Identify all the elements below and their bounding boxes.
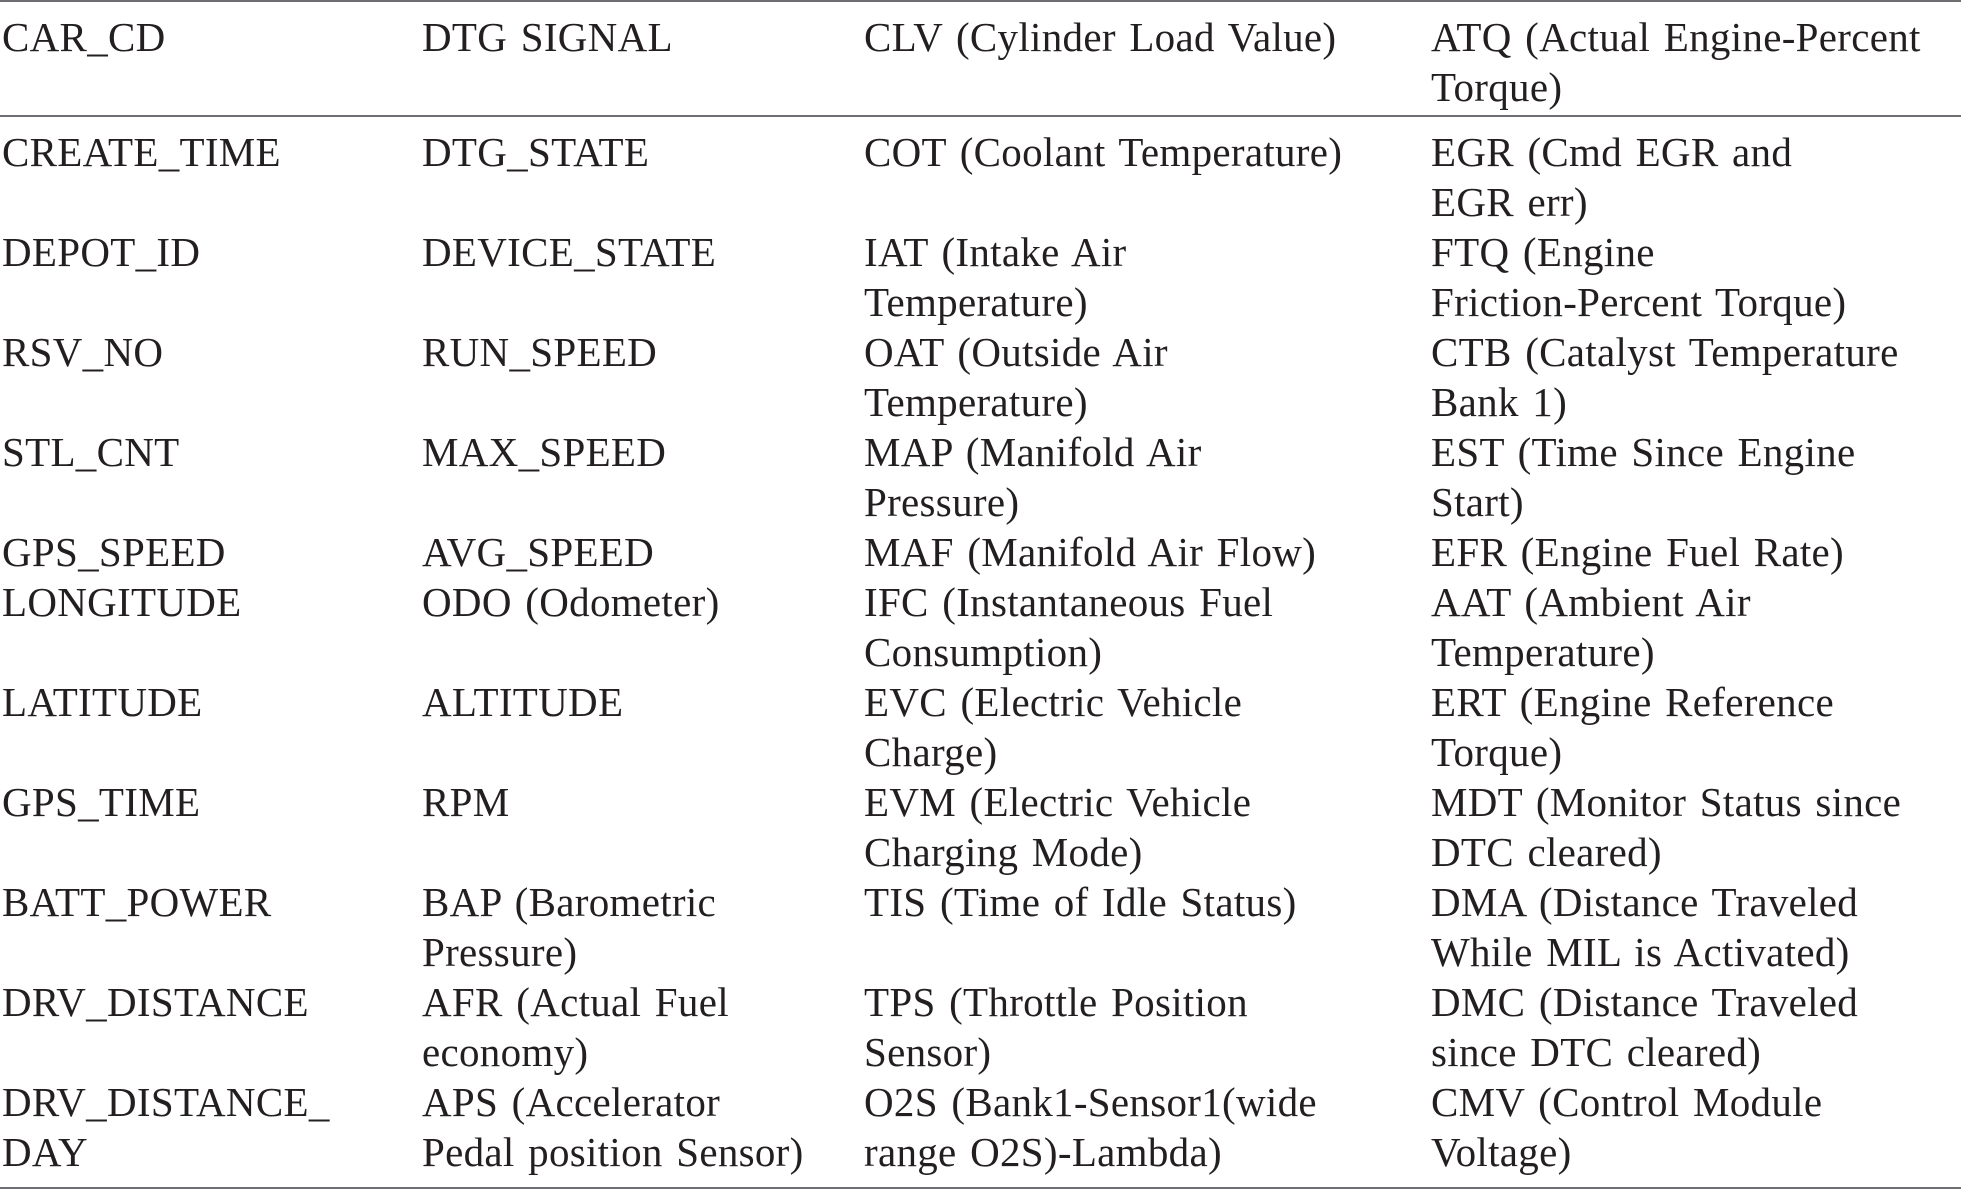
table-cell: BATT_POWER xyxy=(2,879,272,925)
table-cell: TPS (Throttle Position Sensor) xyxy=(864,979,1248,1075)
table-cell: COT (Coolant Temperature) xyxy=(864,129,1343,175)
header-cell: DTG SIGNAL xyxy=(422,14,673,60)
table-cell: APS (Accelerator Pedal position Sensor) xyxy=(422,1079,804,1175)
table-cell: MAF (Manifold Air Flow) xyxy=(864,529,1317,575)
table-cell: MAX_SPEED xyxy=(422,429,667,475)
table-cell: DEVICE_STATE xyxy=(422,229,717,275)
table-cell: EGR (Cmd EGR and EGR err) xyxy=(1431,129,1793,225)
table-cell: MAP (Manifold Air Pressure) xyxy=(864,429,1202,525)
header-cell: CAR_CD xyxy=(2,14,166,60)
table-cell: GPS_TIME xyxy=(2,779,201,825)
table-cell: OAT (Outside Air Temperature) xyxy=(864,329,1168,425)
table-cell: CTB (Catalyst Temperature Bank 1) xyxy=(1431,329,1899,425)
table-cell: EVC (Electric Vehicle Charge) xyxy=(864,679,1243,775)
table-cell: LATITUDE xyxy=(2,679,203,725)
table-cell: EVM (Electric Vehicle Charging Mode) xyxy=(864,779,1252,875)
table-cell: CMV (Control Module Voltage) xyxy=(1431,1079,1823,1175)
table-cell: ALTITUDE xyxy=(422,679,624,725)
table-cell: CREATE_TIME xyxy=(2,129,281,175)
header-cell: CLV (Cylinder Load Value) xyxy=(864,14,1337,60)
table-cell: MDT (Monitor Status since DTC cleared) xyxy=(1431,779,1902,875)
table-cell: EFR (Engine Fuel Rate) xyxy=(1431,529,1845,575)
table-cell: IAT (Intake Air Temperature) xyxy=(864,229,1127,325)
table-cell: FTQ (Engine Friction-Percent Torque) xyxy=(1431,229,1847,325)
table-cell: O2S (Bank1-Sensor1(wide range O2S)-Lambda) xyxy=(864,1079,1317,1175)
header-cell: ATQ (Actual Engine-Percent Torque) xyxy=(1431,14,1921,110)
table-cell: DRV_DISTANCE_ DAY xyxy=(2,1079,330,1175)
table-cell: ERT (Engine Reference Torque) xyxy=(1431,679,1834,775)
table-cell: STL_CNT xyxy=(2,429,180,475)
table-cell: AAT (Ambient Air Temperature) xyxy=(1431,579,1751,675)
table-cell: IFC (Instantaneous Fuel Consumption) xyxy=(864,579,1274,675)
table-cell: RPM xyxy=(422,779,510,825)
table-cell: DRV_DISTANCE xyxy=(2,979,309,1025)
table-cell: DTG_STATE xyxy=(422,129,650,175)
table-cell: GPS_SPEED xyxy=(2,529,226,575)
table-top-rule xyxy=(0,0,1961,2)
table-cell: TIS (Time of Idle Status) xyxy=(864,879,1297,925)
table-cell: AVG_SPEED xyxy=(422,529,655,575)
table-cell: ODO (Odometer) xyxy=(422,579,720,625)
table-cell: EST (Time Since Engine Start) xyxy=(1431,429,1856,525)
table-header-rule xyxy=(0,115,1961,117)
table-cell: DMC (Distance Traveled since DTC cleared) xyxy=(1431,979,1859,1075)
table-cell: LONGITUDE xyxy=(2,579,242,625)
table-cell: AFR (Actual Fuel economy) xyxy=(422,979,729,1075)
table-cell: DEPOT_ID xyxy=(2,229,201,275)
table-bottom-rule xyxy=(0,1187,1961,1189)
table-cell: RUN_SPEED xyxy=(422,329,658,375)
table-cell: BAP (Barometric Pressure) xyxy=(422,879,717,975)
table-cell: DMA (Distance Traveled While MIL is Activated) xyxy=(1431,879,1859,975)
table-cell: RSV_NO xyxy=(2,329,164,375)
